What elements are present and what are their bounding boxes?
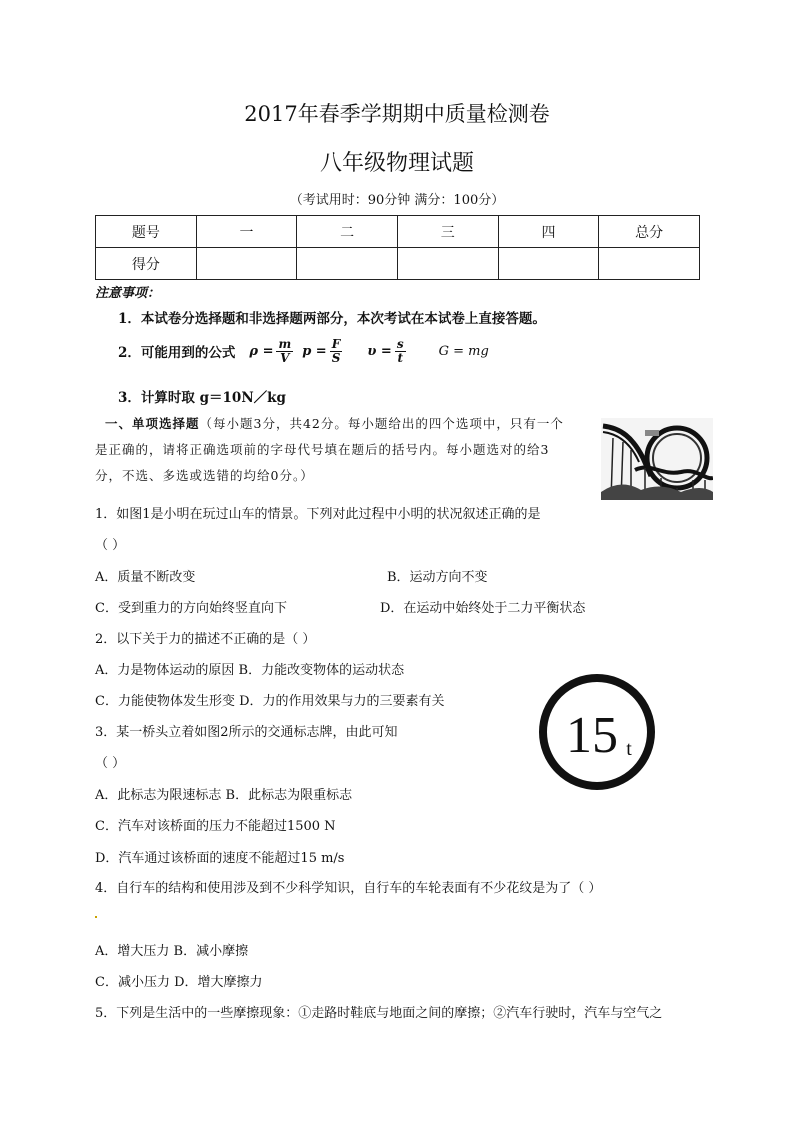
q3-stem: 3．某一桥头立着如图2所示的交通标志牌，由此可知 — [95, 725, 398, 740]
q3-paren: （ ） — [95, 756, 126, 771]
section1-line1: 一、单项选择题（每小题3分，共42分。每小题给出的四个选项中，只有一个 — [105, 416, 564, 431]
q1-option-b: B．运动方向不变 — [387, 570, 488, 585]
score-row-label: 得分 — [96, 248, 197, 280]
q1-option-d: D．在运动中始终处于二力平衡状态 — [380, 601, 586, 616]
note-item-2 — [118, 338, 489, 364]
score-header-cell: 题号 — [96, 216, 197, 248]
q2-options-cd: C．力能使物体发生形变 D．力的作用效果与力的三要素有关 — [95, 694, 445, 709]
weight-limit-sign — [537, 672, 657, 792]
q2-stem: 2．以下关于力的描述不正确的是（ ） — [95, 632, 316, 647]
score-table-header-row — [96, 216, 700, 248]
q3-option-c: C．汽车对该桥面的压力不能超过1500 N — [95, 819, 336, 834]
stray-mark — [95, 916, 97, 918]
section1-line3: 分，不选、多选或选错的均给0分。） — [95, 468, 314, 483]
pressure-formula: p = $\frac{F}{S}$ — [302, 337, 341, 365]
q4-options-ab: A．增大压力 B．减小摩擦 — [95, 944, 249, 959]
sign-unit: t — [626, 738, 632, 760]
q1-stem: 1．如图1是小明在玩过山车的情景。下列对此过程中小明的状况叙述正确的是 — [95, 507, 541, 522]
gravity-formula: G = mg — [438, 343, 489, 359]
q1-option-c: C．受到重力的方向始终竖直向下 — [95, 601, 287, 616]
sign-number: 15 — [566, 707, 618, 764]
score-header-cell: 二 — [297, 216, 398, 248]
section1-line2: 是正确的，请将正确选项前的字母代号填在题后的括号内。每小题选对的给3 — [95, 442, 550, 457]
score-blank-cell — [599, 248, 700, 280]
notes-title: 注意事项： — [95, 286, 161, 301]
q4-stem: 4．自行车的结构和使用涉及到不少科学知识，自行车的车轮表面有不少花纹是为了（ ） — [95, 881, 602, 896]
score-table — [95, 215, 700, 280]
score-header-cell: 总分 — [599, 216, 700, 248]
exam-subject: 八年级物理试题 — [319, 151, 474, 176]
roller-coaster-image — [601, 418, 713, 500]
score-blank-cell — [196, 248, 297, 280]
q4-options-cd: C．减小压力 D．增大摩擦力 — [95, 975, 263, 990]
q1-paren: （ ） — [95, 538, 126, 553]
q3-options-ab: A．此标志为限速标志 B．此标志为限重标志 — [95, 788, 353, 803]
note-item-3: 3．计算时取 g＝10N／kg — [118, 390, 286, 406]
section1-heading: 一、单项选择题 — [105, 416, 200, 431]
q3-option-d: D．汽车通过该桥面的速度不能超过15 m/s — [95, 851, 345, 866]
score-table-score-row — [96, 248, 700, 280]
score-header-cell: 三 — [397, 216, 498, 248]
q5-stem: 5．下列是生活中的一些摩擦现象：①走路时鞋底与地面之间的摩擦；②汽车行驶时，汽车与空气之 — [95, 1006, 663, 1021]
score-blank-cell — [498, 248, 599, 280]
note-item-2-label: 2．可能用到的公式 — [118, 345, 236, 362]
score-blank-cell — [397, 248, 498, 280]
q2-options-ab: A．力是物体运动的原因 B．力能改变物体的运动状态 — [95, 663, 405, 678]
q1-option-a: A．质量不断改变 — [95, 570, 196, 585]
note-item-1: 1．本试卷分选择题和非选择题两部分，本次考试在本试卷上直接答题。 — [118, 311, 546, 327]
density-formula: ρ = $\frac{m}{V}$ — [249, 337, 292, 365]
exam-title: 2017年春季学期期中质量检测卷 — [244, 102, 550, 126]
score-header-cell: 四 — [498, 216, 599, 248]
score-header-cell: 一 — [196, 216, 297, 248]
speed-formula: υ = $\frac{s}{t}$ — [367, 337, 404, 365]
score-blank-cell — [297, 248, 398, 280]
exam-info: （考试用时：90分钟 满分：100分） — [289, 193, 505, 208]
